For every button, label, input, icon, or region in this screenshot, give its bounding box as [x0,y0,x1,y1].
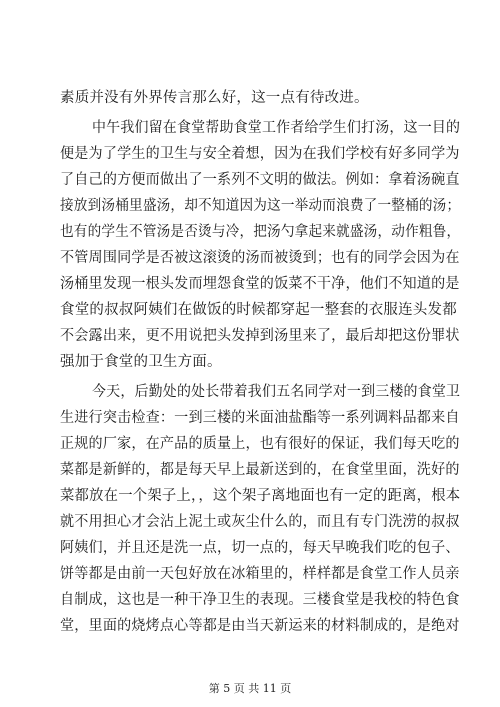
page-footer: 第 5 页 共 11 页 [208,682,292,695]
text-line: 阿姨们，并且还是洗一点，切一点的，每天早晚我们吃的包子、 [60,540,460,556]
text-line: 中午我们留在食堂帮助食堂工作者给学生们打汤，这一目的 [92,120,461,136]
text-line: 生进行突击检查：一到三楼的米面油盐酯等一系列调料品都来自 [60,410,460,426]
text-line: 素质并没有外界传言那么好，这一点有待改进。 [60,90,369,106]
text-line: 正规的厂家，在产品的质量上，也有很好的保证，我们每天吃的 [60,436,460,452]
text-line: 今天，后勤处的处长带着我们五名同学对一到三楼的食堂卫 [92,384,461,400]
text-line: 不会露出来，更不用说把头发掉到汤里来了，最后却把这份罪状 [60,328,460,344]
text-line: 强加于食堂的卫生方面。 [60,354,222,370]
text-line: 接放到汤桶里盛汤，却不知道因为这一举动而浪费了一整桶的汤； [60,198,461,214]
text-line: 食堂的叔叔阿姨们在做饭的时候都穿起一整套的衣服连头发都 [60,302,457,318]
text-line: 便是为了学生的卫生与安全着想，因为在我们学校有好多同学为 [60,146,460,162]
text-line: 菜都放在一个架子上，，这个架子离地面也有一定的距离，根本 [60,488,461,504]
text-line: 就不用担心才会沾上泥土或灰尘什么的，而且有专门洗涝的叔叔 [60,514,460,530]
text-line: 汤桶里发现一根头发而埋怨食堂的饭菜不干净，他们不知道的是 [60,276,460,292]
text-line: 饼等都是由前一天包好放在冰箱里的，样样都是食堂工作人员亲 [60,566,460,582]
text-line: 堂，里面的烧烤点心等都是由当天新运来的材料制成的，是绝对 [60,618,460,634]
text-line: 菜都是新鲜的，都是每天早上最新送到的，在食堂里面，洗好的 [60,462,460,478]
text-line: 不管周围同学是否被这滚烫的汤而被烫到；也有的同学会因为在 [60,250,460,266]
text-line: 自制成，这也是一种干净卫生的表现。三楼食堂是我校的特色食 [60,592,460,608]
text-line: 了自己的方便而做出了一系列不文明的做法。例如：拿着汤碗直 [60,172,460,188]
text-line: 也有的学生不管汤是否烫与冷，把汤勺拿起来就盛汤，动作粗鲁， [60,224,461,240]
